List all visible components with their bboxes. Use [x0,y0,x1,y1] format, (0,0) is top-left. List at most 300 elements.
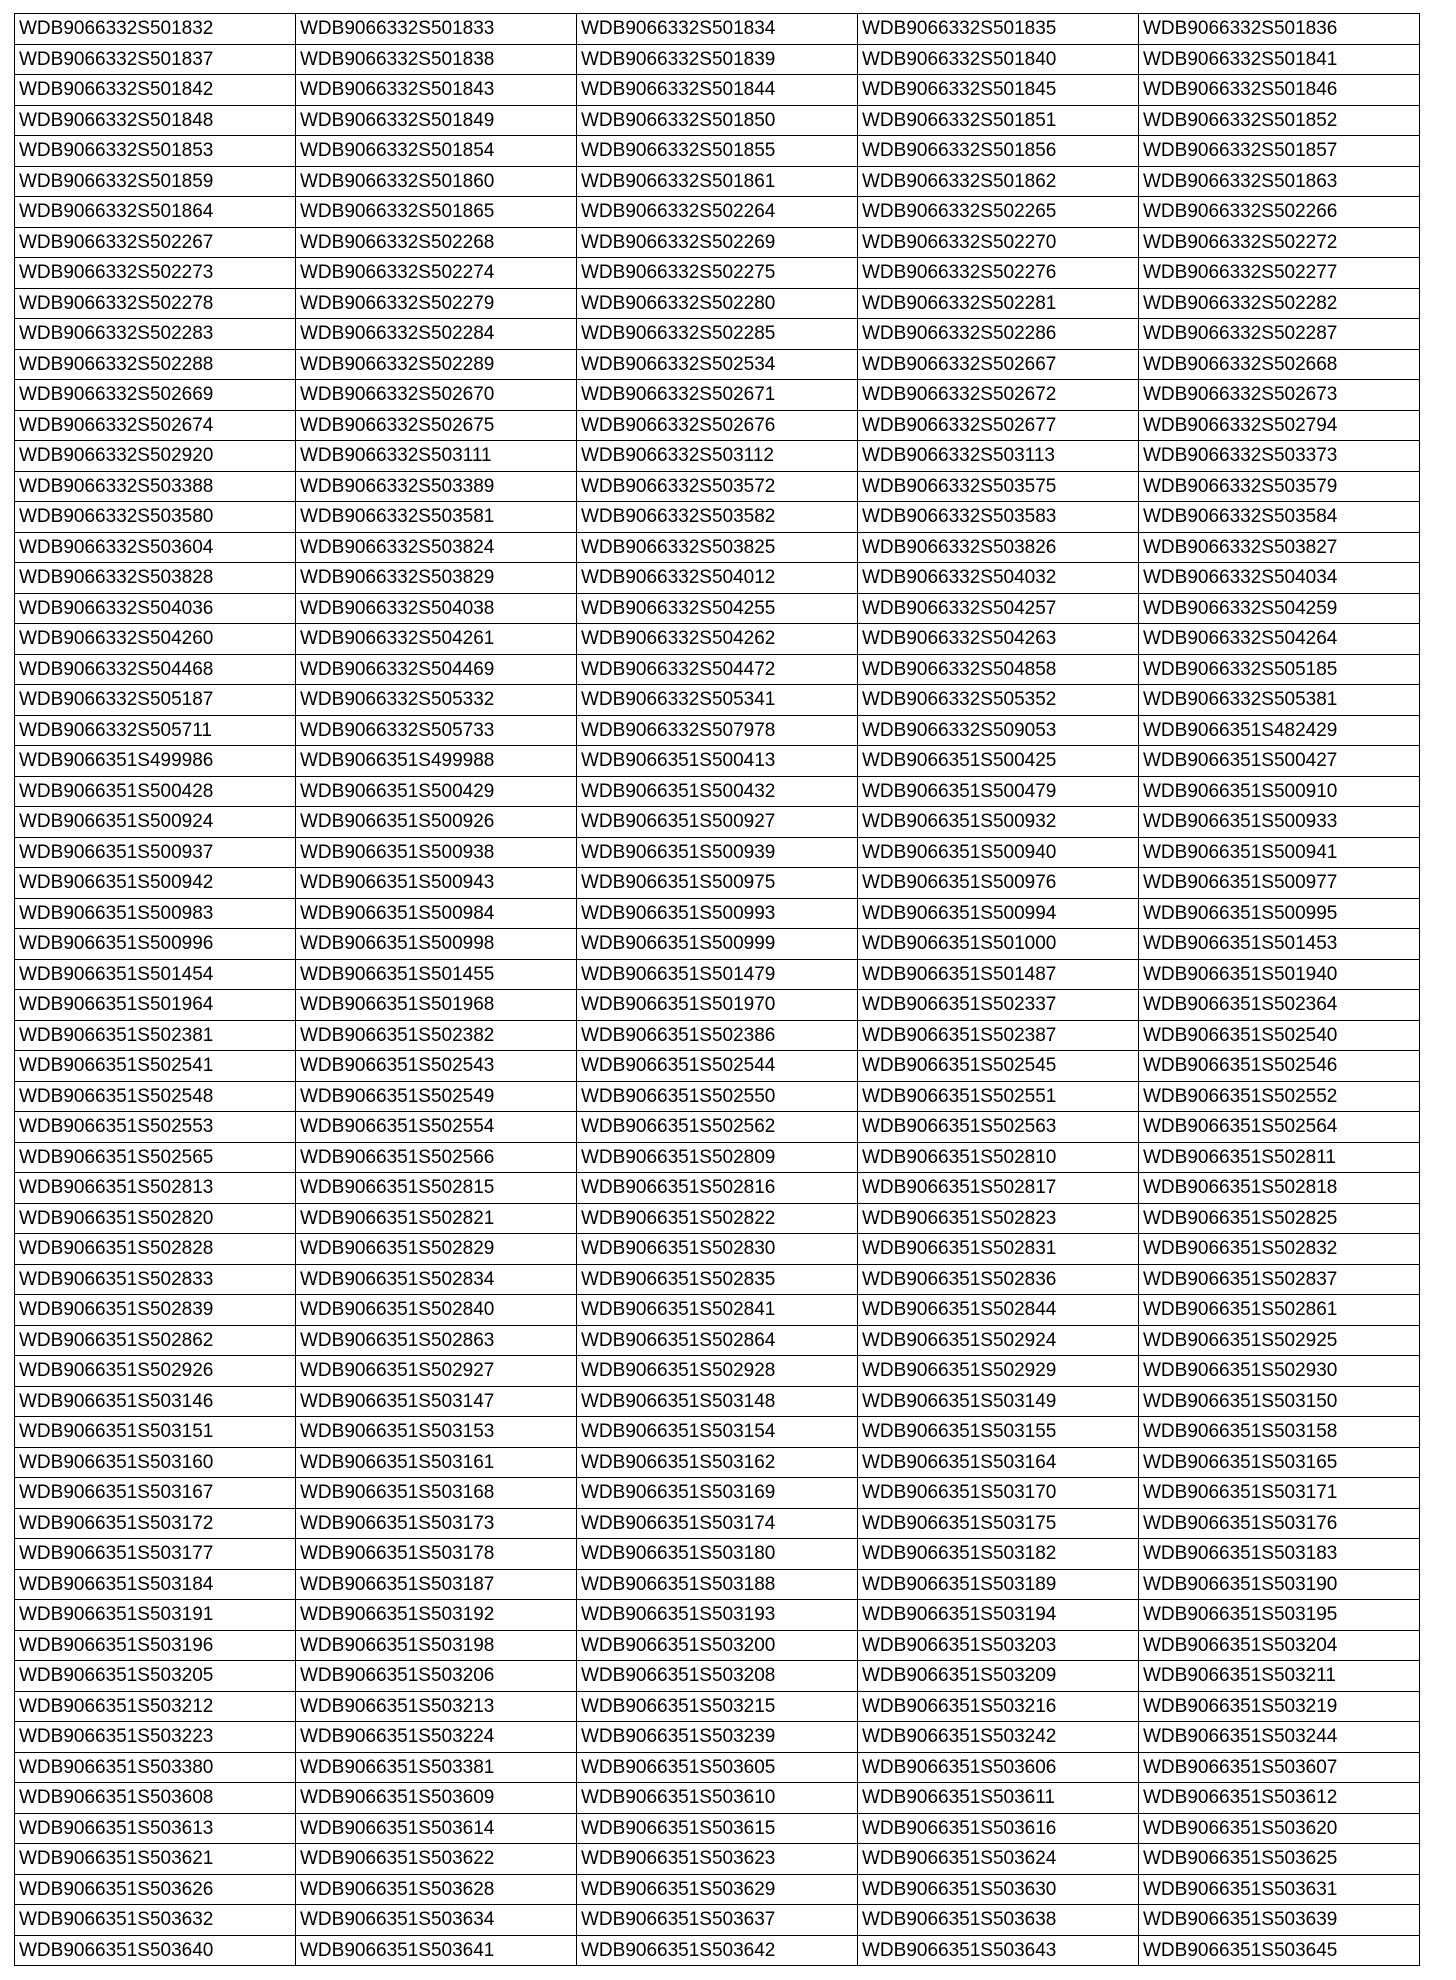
vin-cell: WDB9066351S503610 [577,1783,858,1814]
vin-cell: WDB9066351S503614 [296,1813,577,1844]
vin-cell: WDB9066351S499986 [15,746,296,777]
vin-cell: WDB9066351S503381 [296,1752,577,1783]
vin-cell: WDB9066332S501853 [15,136,296,167]
vin-cell: WDB9066351S502862 [15,1325,296,1356]
vin-cell: WDB9066351S501940 [1139,959,1420,990]
vin-cell: WDB9066351S500927 [577,807,858,838]
table-row [15,1112,1420,1143]
vin-cell: WDB9066332S502287 [1139,319,1420,350]
table-row [15,1325,1420,1356]
vin-cell: WDB9066351S502818 [1139,1173,1420,1204]
vin-cell: WDB9066351S503632 [15,1905,296,1936]
vin-cell: WDB9066351S503184 [15,1569,296,1600]
table-row [15,1203,1420,1234]
vin-cell: WDB9066351S503203 [858,1630,1139,1661]
vin-cell: WDB9066332S502264 [577,197,858,228]
vin-cell: WDB9066332S503829 [296,563,577,594]
vin-cell: WDB9066351S503182 [858,1539,1139,1570]
vin-cell: WDB9066351S503634 [296,1905,577,1936]
vin-cell: WDB9066351S503206 [296,1661,577,1692]
vin-cell: WDB9066332S502288 [15,349,296,380]
vin-cell: WDB9066351S503380 [15,1752,296,1783]
table-row [15,624,1420,655]
vin-cell: WDB9066332S501835 [858,14,1139,45]
vin-cell: WDB9066351S502552 [1139,1081,1420,1112]
table-row [15,990,1420,1021]
vin-cell: WDB9066332S501854 [296,136,577,167]
table-row [15,166,1420,197]
vin-cell: WDB9066332S501839 [577,44,858,75]
vin-cell: WDB9066351S500933 [1139,807,1420,838]
table-row [15,1234,1420,1265]
vin-cell: WDB9066332S502283 [15,319,296,350]
vin-cell: WDB9066351S500937 [15,837,296,868]
vin-cell: WDB9066332S501833 [296,14,577,45]
table-row [15,1569,1420,1600]
vin-cell: WDB9066332S501862 [858,166,1139,197]
vin-cell: WDB9066332S503584 [1139,502,1420,533]
vin-cell: WDB9066351S503623 [577,1844,858,1875]
table-row [15,593,1420,624]
vin-cell: WDB9066351S503605 [577,1752,858,1783]
table-row [15,319,1420,350]
table-row [15,105,1420,136]
vin-cell: WDB9066351S502563 [858,1112,1139,1143]
vin-cell: WDB9066351S503606 [858,1752,1139,1783]
table-row [15,14,1420,45]
vin-cell: WDB9066332S503826 [858,532,1139,563]
vin-cell: WDB9066351S503609 [296,1783,577,1814]
table-row [15,1264,1420,1295]
table-row [15,1539,1420,1570]
vin-cell: WDB9066351S500996 [15,929,296,960]
vin-cell: WDB9066351S482429 [1139,715,1420,746]
vin-cell: WDB9066351S500983 [15,898,296,929]
vin-cell: WDB9066351S502386 [577,1020,858,1051]
vin-cell: WDB9066351S500432 [577,776,858,807]
vin-cell: WDB9066332S502668 [1139,349,1420,380]
vin-cell: WDB9066332S505352 [858,685,1139,716]
table-row [15,929,1420,960]
vin-cell: WDB9066351S502926 [15,1356,296,1387]
vin-cell: WDB9066351S500938 [296,837,577,868]
vin-cell: WDB9066351S503151 [15,1417,296,1448]
table-row [15,959,1420,990]
vin-cell: WDB9066351S500999 [577,929,858,960]
vin-cell: WDB9066351S502813 [15,1173,296,1204]
vin-cell: WDB9066332S502280 [577,288,858,319]
vin-cell: WDB9066351S503607 [1139,1752,1420,1783]
vin-cell: WDB9066332S501856 [858,136,1139,167]
vin-cell: WDB9066332S503582 [577,502,858,533]
vin-cell: WDB9066351S502550 [577,1081,858,1112]
vin-cell: WDB9066351S502928 [577,1356,858,1387]
table-row [15,1874,1420,1905]
table-row [15,654,1420,685]
vin-cell: WDB9066351S503170 [858,1478,1139,1509]
vin-cell: WDB9066351S502546 [1139,1051,1420,1082]
vin-cell: WDB9066332S501860 [296,166,577,197]
vin-cell: WDB9066332S501846 [1139,75,1420,106]
vin-cell: WDB9066332S503112 [577,441,858,472]
vin-cell: WDB9066351S502544 [577,1051,858,1082]
vin-cell: WDB9066332S503575 [858,471,1139,502]
vin-cell: WDB9066351S500932 [858,807,1139,838]
vin-cell: WDB9066332S503113 [858,441,1139,472]
vin-cell: WDB9066351S500977 [1139,868,1420,899]
vin-cell: WDB9066332S505187 [15,685,296,716]
vin-cell: WDB9066351S503148 [577,1386,858,1417]
vin-cell: WDB9066351S503187 [296,1569,577,1600]
vin-cell: WDB9066351S502562 [577,1112,858,1143]
vin-cell: WDB9066351S500428 [15,776,296,807]
vin-cell: WDB9066351S503178 [296,1539,577,1570]
vin-cell: WDB9066332S509053 [858,715,1139,746]
vin-cell: WDB9066351S499988 [296,746,577,777]
vin-cell: WDB9066351S500998 [296,929,577,960]
vin-cell: WDB9066351S503172 [15,1508,296,1539]
vin-cell: WDB9066332S503580 [15,502,296,533]
vin-cell: WDB9066351S502831 [858,1234,1139,1265]
vin-cell: WDB9066351S503175 [858,1508,1139,1539]
vin-cell: WDB9066351S500427 [1139,746,1420,777]
table-row [15,1661,1420,1692]
vin-cell: WDB9066351S502381 [15,1020,296,1051]
vin-cell: WDB9066351S502861 [1139,1295,1420,1326]
vin-cell: WDB9066351S500975 [577,868,858,899]
vin-cell: WDB9066351S503642 [577,1935,858,1966]
vin-cell: WDB9066351S503167 [15,1478,296,1509]
vin-cell: WDB9066351S501968 [296,990,577,1021]
vin-cell: WDB9066332S501850 [577,105,858,136]
vin-cell: WDB9066351S503620 [1139,1813,1420,1844]
vin-cell: WDB9066332S502673 [1139,380,1420,411]
vin-cell: WDB9066351S503173 [296,1508,577,1539]
vin-cell: WDB9066351S502811 [1139,1142,1420,1173]
vin-cell: WDB9066351S502566 [296,1142,577,1173]
vin-cell: WDB9066332S504257 [858,593,1139,624]
vin-cell: WDB9066332S503825 [577,532,858,563]
vin-cell: WDB9066332S502794 [1139,410,1420,441]
vin-cell: WDB9066332S502672 [858,380,1139,411]
vin-cell: WDB9066351S503155 [858,1417,1139,1448]
vin-cell: WDB9066332S503583 [858,502,1139,533]
table-row [15,75,1420,106]
vin-cell: WDB9066332S503373 [1139,441,1420,472]
vin-cell: WDB9066351S502809 [577,1142,858,1173]
vin-cell: WDB9066351S502565 [15,1142,296,1173]
vin-cell: WDB9066351S502810 [858,1142,1139,1173]
vin-cell: WDB9066332S501832 [15,14,296,45]
vin-cell: WDB9066332S502277 [1139,258,1420,289]
vin-cell: WDB9066332S502920 [15,441,296,472]
vin-cell: WDB9066351S502929 [858,1356,1139,1387]
vin-cell: WDB9066351S502844 [858,1295,1139,1326]
vin-cell: WDB9066351S500942 [15,868,296,899]
vin-cell: WDB9066332S504263 [858,624,1139,655]
vin-cell: WDB9066351S502387 [858,1020,1139,1051]
vin-cell: WDB9066332S502677 [858,410,1139,441]
vin-cell: WDB9066332S501845 [858,75,1139,106]
table-row [15,776,1420,807]
table-row [15,1783,1420,1814]
vin-cell: WDB9066351S503640 [15,1935,296,1966]
vin-cell: WDB9066332S501849 [296,105,577,136]
vin-cell: WDB9066351S502837 [1139,1264,1420,1295]
table-row [15,1386,1420,1417]
vin-cell: WDB9066332S501857 [1139,136,1420,167]
vin-cell: WDB9066351S500984 [296,898,577,929]
vin-cell: WDB9066351S503193 [577,1600,858,1631]
vin-cell: WDB9066332S504034 [1139,563,1420,594]
vin-cell: WDB9066332S501855 [577,136,858,167]
vin-cell: WDB9066351S501479 [577,959,858,990]
vin-cell: WDB9066332S502284 [296,319,577,350]
vin-cell: WDB9066351S503612 [1139,1783,1420,1814]
vin-cell: WDB9066351S503200 [577,1630,858,1661]
vin-cell: WDB9066351S502564 [1139,1112,1420,1143]
vin-cell: WDB9066351S503629 [577,1874,858,1905]
vin-cell: WDB9066332S502274 [296,258,577,289]
vin-cell: WDB9066351S500425 [858,746,1139,777]
vin-cell: WDB9066351S502839 [15,1295,296,1326]
vin-cell: WDB9066332S502289 [296,349,577,380]
table-row [15,349,1420,380]
vin-cell: WDB9066351S502551 [858,1081,1139,1112]
vin-cell: WDB9066332S503388 [15,471,296,502]
table-row [15,1447,1420,1478]
vin-cell: WDB9066351S503611 [858,1783,1139,1814]
vin-cell: WDB9066351S503212 [15,1691,296,1722]
table-row [15,1173,1420,1204]
vin-cell: WDB9066332S502278 [15,288,296,319]
vin-cell: WDB9066351S502927 [296,1356,577,1387]
vin-cell: WDB9066351S500940 [858,837,1139,868]
vin-cell: WDB9066351S503158 [1139,1417,1420,1448]
vin-cell: WDB9066332S504469 [296,654,577,685]
table-row [15,1295,1420,1326]
vin-cell: WDB9066332S504032 [858,563,1139,594]
table-row [15,746,1420,777]
vin-cell: WDB9066332S502674 [15,410,296,441]
table-row [15,1935,1420,1966]
vin-cell: WDB9066332S502534 [577,349,858,380]
vin-cell: WDB9066332S502266 [1139,197,1420,228]
vin-cell: WDB9066332S504264 [1139,624,1420,655]
vin-cell: WDB9066351S503625 [1139,1844,1420,1875]
vin-cell: WDB9066351S500993 [577,898,858,929]
vin-cell: WDB9066351S503189 [858,1569,1139,1600]
table-row [15,136,1420,167]
vin-cell: WDB9066332S501852 [1139,105,1420,136]
vin-cell: WDB9066351S502836 [858,1264,1139,1295]
vin-cell: WDB9066332S504260 [15,624,296,655]
vin-cell: WDB9066351S503177 [15,1539,296,1570]
table-row [15,1081,1420,1112]
table-row [15,197,1420,228]
vin-cell: WDB9066351S500994 [858,898,1139,929]
vin-cell: WDB9066351S503154 [577,1417,858,1448]
vin-cell: WDB9066351S503165 [1139,1447,1420,1478]
table-row [15,410,1420,441]
vin-cell: WDB9066332S501861 [577,166,858,197]
table-row [15,1478,1420,1509]
vin-cell: WDB9066351S500413 [577,746,858,777]
vin-cell: WDB9066332S501851 [858,105,1139,136]
vin-cell: WDB9066332S503579 [1139,471,1420,502]
vin-cell: WDB9066351S503641 [296,1935,577,1966]
vin-cell: WDB9066332S502671 [577,380,858,411]
vin-cell: WDB9066351S500943 [296,868,577,899]
vin-cell: WDB9066351S501000 [858,929,1139,960]
table-row [15,1142,1420,1173]
vin-cell: WDB9066351S503213 [296,1691,577,1722]
vin-cell: WDB9066332S507978 [577,715,858,746]
vin-cell: WDB9066332S503581 [296,502,577,533]
table-row [15,685,1420,716]
table-row [15,502,1420,533]
vin-cell: WDB9066351S500926 [296,807,577,838]
vin-cell: WDB9066351S503224 [296,1722,577,1753]
table-row [15,380,1420,411]
vin-cell: WDB9066332S502273 [15,258,296,289]
vin-cell: WDB9066351S501455 [296,959,577,990]
table-row [15,288,1420,319]
vin-cell: WDB9066351S502545 [858,1051,1139,1082]
vin-cell: WDB9066332S502267 [15,227,296,258]
vin-cell: WDB9066332S502675 [296,410,577,441]
vin-cell: WDB9066351S502835 [577,1264,858,1295]
vin-cell: WDB9066351S502830 [577,1234,858,1265]
vin-cell: WDB9066351S502822 [577,1203,858,1234]
vin-cell: WDB9066351S500941 [1139,837,1420,868]
vin-cell: WDB9066332S501843 [296,75,577,106]
table-row [15,807,1420,838]
table-row [15,715,1420,746]
vin-cell: WDB9066332S501834 [577,14,858,45]
table-row [15,1722,1420,1753]
vin-cell: WDB9066332S501844 [577,75,858,106]
vin-cell: WDB9066332S501863 [1139,166,1420,197]
vin-cell: WDB9066351S503180 [577,1539,858,1570]
vin-cell: WDB9066351S503628 [296,1874,577,1905]
vin-cell: WDB9066351S502540 [1139,1020,1420,1051]
vin-cell: WDB9066351S503192 [296,1600,577,1631]
vin-cell: WDB9066332S502285 [577,319,858,350]
vin-cell: WDB9066332S501840 [858,44,1139,75]
vin-cell: WDB9066332S504262 [577,624,858,655]
vin-cell: WDB9066332S501865 [296,197,577,228]
vin-cell: WDB9066351S502840 [296,1295,577,1326]
vin-cell: WDB9066332S503111 [296,441,577,472]
vin-cell: WDB9066332S501848 [15,105,296,136]
table-row [15,837,1420,868]
vin-cell: WDB9066351S503239 [577,1722,858,1753]
vin-cell: WDB9066351S502816 [577,1173,858,1204]
vin-cell: WDB9066351S500479 [858,776,1139,807]
vin-cell: WDB9066332S503828 [15,563,296,594]
vin-cell: WDB9066332S501837 [15,44,296,75]
vin-cell: WDB9066351S503242 [858,1722,1139,1753]
vin-cell: WDB9066351S503205 [15,1661,296,1692]
vin-cell: WDB9066332S502286 [858,319,1139,350]
table-row [15,1356,1420,1387]
vin-cell: WDB9066351S502382 [296,1020,577,1051]
table-row [15,563,1420,594]
table-row [15,1051,1420,1082]
vin-cell: WDB9066351S503615 [577,1813,858,1844]
table-row [15,44,1420,75]
vin-cell: WDB9066351S503191 [15,1600,296,1631]
vin-cell: WDB9066351S502548 [15,1081,296,1112]
vin-cell: WDB9066351S503209 [858,1661,1139,1692]
vin-cell: WDB9066332S504038 [296,593,577,624]
vin-cell: WDB9066351S500910 [1139,776,1420,807]
vin-cell: WDB9066351S503621 [15,1844,296,1875]
vin-cell: WDB9066351S503198 [296,1630,577,1661]
vin-cell: WDB9066351S502863 [296,1325,577,1356]
vin-cell: WDB9066332S501841 [1139,44,1420,75]
vin-cell: WDB9066351S503219 [1139,1691,1420,1722]
vin-cell: WDB9066351S502554 [296,1112,577,1143]
vin-cell: WDB9066351S502364 [1139,990,1420,1021]
vin-cell: WDB9066332S505381 [1139,685,1420,716]
vin-cell: WDB9066351S503638 [858,1905,1139,1936]
vin-cell: WDB9066351S502337 [858,990,1139,1021]
vin-cell: WDB9066351S502924 [858,1325,1139,1356]
vin-cell: WDB9066332S502268 [296,227,577,258]
table-row [15,258,1420,289]
table-row [15,1691,1420,1722]
vin-cell: WDB9066332S505332 [296,685,577,716]
vin-cell: WDB9066332S504468 [15,654,296,685]
vin-cell: WDB9066332S502272 [1139,227,1420,258]
vin-cell: WDB9066351S503196 [15,1630,296,1661]
vin-cell: WDB9066351S503211 [1139,1661,1420,1692]
vin-cell: WDB9066351S501487 [858,959,1139,990]
table-row [15,1417,1420,1448]
vin-cell: WDB9066351S503153 [296,1417,577,1448]
vin-cell: WDB9066332S504012 [577,563,858,594]
vin-cell: WDB9066332S505341 [577,685,858,716]
vin-cell: WDB9066351S503616 [858,1813,1139,1844]
vin-cell: WDB9066351S502821 [296,1203,577,1234]
vin-cell: WDB9066351S503613 [15,1813,296,1844]
vin-cell: WDB9066332S502667 [858,349,1139,380]
vin-cell: WDB9066351S503204 [1139,1630,1420,1661]
vin-cell: WDB9066351S503160 [15,1447,296,1478]
vin-cell: WDB9066351S503194 [858,1600,1139,1631]
vin-cell: WDB9066351S503223 [15,1722,296,1753]
vin-cell: WDB9066351S500995 [1139,898,1420,929]
vin-cell: WDB9066351S503174 [577,1508,858,1539]
table-row [15,1600,1420,1631]
vin-cell: WDB9066351S502823 [858,1203,1139,1234]
table-row [15,898,1420,929]
vin-cell: WDB9066351S502841 [577,1295,858,1326]
vin-cell: WDB9066351S502817 [858,1173,1139,1204]
vin-cell: WDB9066351S503608 [15,1783,296,1814]
vin-cell: WDB9066351S502925 [1139,1325,1420,1356]
vin-cell: WDB9066351S503637 [577,1905,858,1936]
vin-cell: WDB9066332S504036 [15,593,296,624]
vin-cell: WDB9066332S501859 [15,166,296,197]
vin-cell: WDB9066351S503215 [577,1691,858,1722]
vin-cell: WDB9066351S503150 [1139,1386,1420,1417]
vin-cell: WDB9066351S503149 [858,1386,1139,1417]
vin-cell: WDB9066351S503171 [1139,1478,1420,1509]
vin-cell: WDB9066351S503208 [577,1661,858,1692]
